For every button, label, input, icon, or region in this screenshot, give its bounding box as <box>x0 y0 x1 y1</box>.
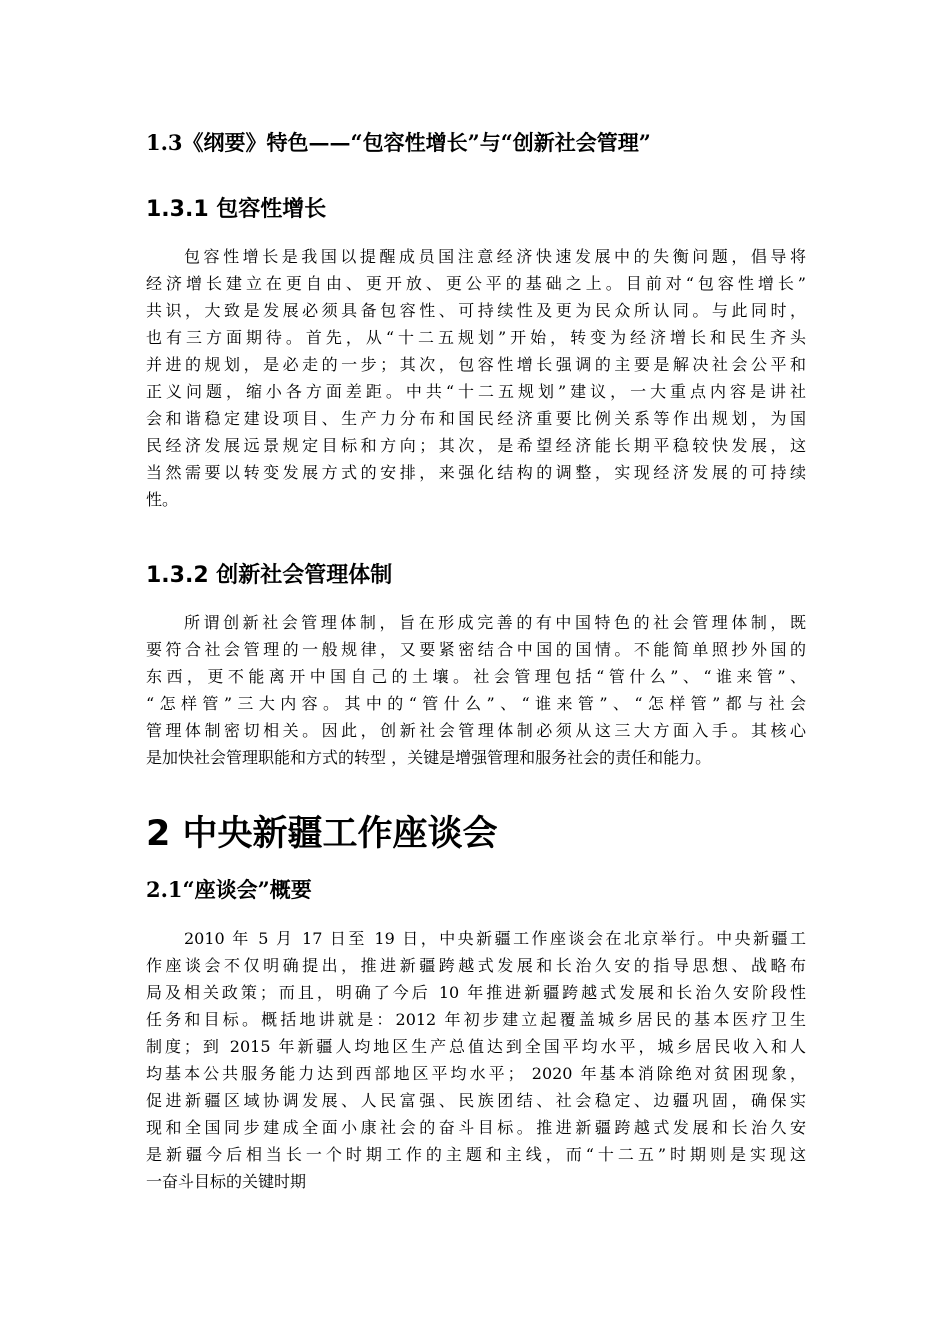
paragraph-line: 制度；到 2015 年新疆人均地区生产总值达到全国平均水平，城乡居民收入和人 <box>146 1037 806 1056</box>
section-1-3-1-heading: 1.3.1 包容性增长 <box>146 197 327 222</box>
paragraph-line: 民经济发展远景规定目标和方向；其次，是希望经济能长期平稳较快发展，这 <box>146 436 806 455</box>
section-2-1-paragraph <box>146 925 806 1195</box>
paragraph-line: 现和全国同步建成全面小康社会的奋斗目标。推进新疆跨越式发展和长治久安 <box>146 1118 806 1137</box>
paragraph-line: 当然需要以转变发展方式的安排，来强化结构的调整，实现经济发展的可持续 <box>146 463 806 482</box>
section-1-3-2-paragraph <box>146 609 806 771</box>
paragraph-line: 任务和目标。概括地讲就是：2012 年初步建立起覆盖城乡居民的基本医疗卫生 <box>146 1010 806 1029</box>
paragraph-line: 会和谐稳定建设项目、生产力分布和国民经济重要比例关系等作出规划，为国 <box>146 409 806 428</box>
section-2-1-heading: 2.1“座谈会”概要 <box>146 877 312 902</box>
paragraph-line: 管理体制密切相关。因此，创新社会管理体制必须从这三大方面入手。其核心 <box>146 721 806 740</box>
paragraph-line: 经济增长建立在更自由、更开放、更公平的基础之上。目前对“包容性增长” <box>146 274 806 293</box>
paragraph-line: 所谓创新社会管理体制，旨在形成完善的有中国特色的社会管理体制，既 <box>184 613 806 632</box>
paragraph-line: 要符合社会管理的一般规律，又要紧密结合中国的国情。不能简单照抄外国的 <box>146 640 806 659</box>
paragraph-line: 包容性增长是我国以提醒成员国注意经济快速发展中的失衡问题，倡导将 <box>184 247 806 266</box>
paragraph-line: 性。 <box>146 490 179 509</box>
paragraph-line: “怎样管”三大内容。其中的“管什么”、“谁来管”、“怎样管”都与社会 <box>146 694 806 713</box>
paragraph-line: 是新疆今后相当长一个时期工作的主题和主线，而“十二五”时期则是实现这 <box>146 1145 806 1164</box>
paragraph-line: 是加快社会管理职能和方式的转型 ，关键是增强管理和服务社会的责任和能力。 <box>146 748 712 767</box>
paragraph-line: 局及相关政策；而且，明确了今后 10 年推进新疆跨越式发展和长治久安阶段性 <box>146 983 806 1002</box>
section-1-3-2-heading: 1.3.2 创新社会管理体制 <box>146 563 393 588</box>
paragraph-line: 也有三方面期待。首先，从“十二五规划”开始，转变为经济增长和民生齐头 <box>146 328 806 347</box>
paragraph-line: 2010 年 5 月 17 日至 19 日，中央新疆工作座谈会在北京举行。中央新疆工 <box>184 929 806 948</box>
paragraph-line: 东西，更不能离开中国自己的土壤。社会管理包括“管什么”、“谁来管”、 <box>146 667 806 686</box>
paragraph-line: 一奋斗目标的关键时期 <box>146 1172 307 1191</box>
paragraph-line: 共识，大致是发展必须具备包容性、可持续性及更为民众所认同。与此同时， <box>146 301 806 320</box>
chapter-2-heading: 2 中央新疆工作座谈会 <box>146 814 498 854</box>
section-1-3-heading: 1.3《纲要》特色——“包容性增长”与“创新社会管理” <box>146 130 651 155</box>
section-1-3-1-paragraph <box>146 243 806 513</box>
paragraph-line: 并进的规划，是必走的一步；其次，包容性增长强调的主要是解决社会公平和 <box>146 355 806 374</box>
paragraph-line: 促进新疆区域协调发展、人民富强、民族团结、社会稳定、边疆巩固，确保实 <box>146 1091 806 1110</box>
paragraph-line: 正义问题，缩小各方面差距。中共“十二五规划”建议，一大重点内容是讲社 <box>146 382 806 401</box>
paragraph-line: 均基本公共服务能力达到西部地区平均水平； 2020 年基本消除绝对贫困现象， <box>146 1064 806 1083</box>
paragraph-line: 作座谈会不仅明确提出，推进新疆跨越式发展和长治久安的指导思想、战略布 <box>146 956 806 975</box>
